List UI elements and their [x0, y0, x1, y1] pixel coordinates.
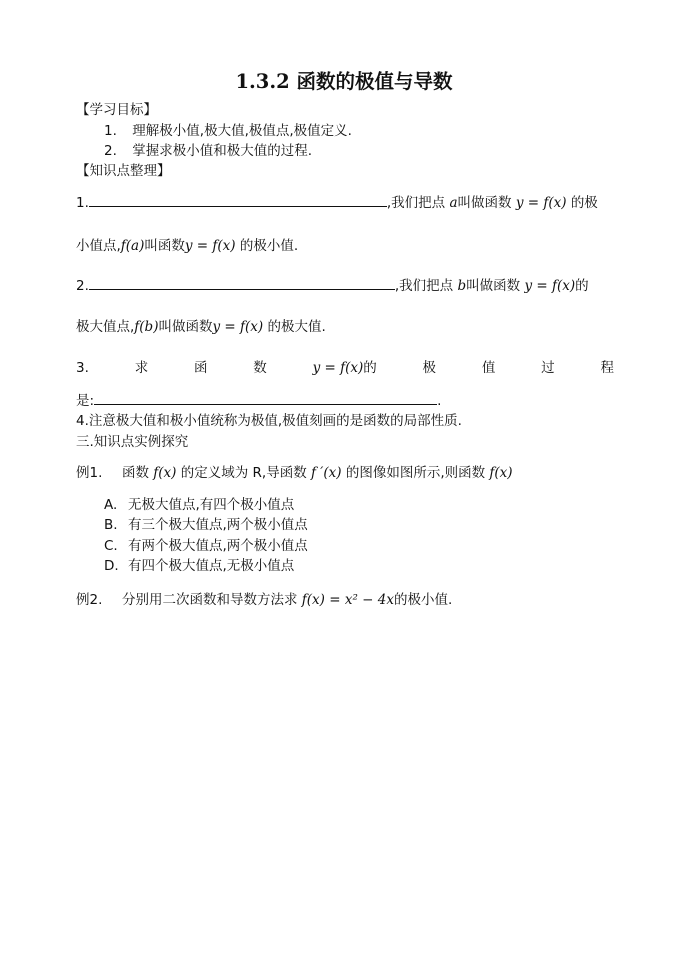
- point-text: 是:: [76, 393, 95, 409]
- goal-num: 1.: [104, 123, 117, 139]
- point-4: 4.注意极大值和极小值统称为极值,极值刻画的是函数的局部性质.: [76, 413, 462, 429]
- examples-heading: 三.知识点实例探究: [76, 434, 189, 450]
- example-1-stem: [76, 463, 614, 483]
- option-letter: C.: [104, 538, 118, 554]
- option-letter: D.: [104, 558, 119, 574]
- point-2-line-2: [76, 317, 614, 337]
- fill-blank[interactable]: [89, 275, 395, 290]
- example-text: 分别用二次函数和导数方法求: [122, 592, 298, 608]
- point-2-line-1: [76, 275, 614, 296]
- example-text: 的定义域为 R,导函数: [180, 465, 307, 481]
- math-expression: y = f(x): [184, 238, 236, 254]
- point-3-func-group: [313, 358, 377, 378]
- option-b[interactable]: [104, 515, 308, 535]
- math-expression: f(a): [120, 238, 145, 254]
- example-label: 例2.: [76, 592, 103, 608]
- math-expression: f(x): [489, 465, 513, 481]
- point-text: 函: [193, 360, 208, 376]
- example-text: 的极小值.: [393, 592, 453, 608]
- example-2-stem: [76, 590, 614, 610]
- math-expression: y = f(x): [515, 195, 567, 211]
- math-expression: y = f(x): [524, 278, 576, 294]
- example-text: 函数: [122, 465, 149, 481]
- goals-heading: 【学习目标】: [76, 102, 157, 118]
- point-text: 程: [600, 360, 614, 376]
- point-text: 值: [481, 360, 496, 376]
- fill-blank[interactable]: [94, 390, 437, 405]
- goal-item-2: [104, 141, 312, 161]
- option-d[interactable]: [104, 556, 294, 576]
- point-text: 小值点,: [76, 238, 121, 254]
- point-3-line-1: [76, 358, 614, 378]
- option-text: 有三个极大值点,两个极小值点: [128, 517, 308, 533]
- point-text: 叫函数: [144, 238, 185, 254]
- point-text: 叫做函数: [457, 195, 512, 211]
- goal-text: 掌握求极小值和极大值的过程.: [132, 143, 313, 159]
- point-text: 数: [253, 360, 267, 376]
- point-text: ,我们把点: [394, 278, 454, 294]
- option-a[interactable]: [104, 495, 294, 515]
- math-var: b: [457, 278, 467, 294]
- point-num: 2.: [76, 278, 89, 294]
- fill-blank[interactable]: [89, 192, 387, 207]
- math-expression: y = f(x): [312, 360, 364, 376]
- point-text: 过: [541, 360, 555, 376]
- math-expression: f ′(x): [311, 465, 342, 481]
- point-text: 求: [134, 360, 149, 376]
- point-text: .: [437, 393, 442, 409]
- math-expression: y = f(x): [212, 319, 264, 335]
- point-text: 的: [363, 360, 377, 376]
- point-num: 1.: [76, 195, 89, 211]
- point-text: 极大值点,: [76, 319, 135, 335]
- example-text: 的图像如图所示,则函数: [345, 465, 486, 481]
- point-1-line-1: [76, 192, 614, 213]
- example-label: 例1.: [76, 465, 103, 481]
- points-heading: 【知识点整理】: [76, 163, 171, 179]
- point-text: 极: [422, 360, 437, 376]
- point-text: 的: [575, 278, 589, 294]
- point-1-line-2: [76, 236, 614, 256]
- option-text: 无极大值点,有四个极小值点: [128, 497, 295, 513]
- point-3-line-2: [76, 390, 614, 411]
- point-text: 叫做函数: [158, 319, 213, 335]
- point-text: 叫做函数: [466, 278, 521, 294]
- math-expression: f(b): [134, 319, 159, 335]
- option-letter: A.: [104, 497, 118, 513]
- math-var: a: [449, 195, 458, 211]
- point-text: 的极大值.: [267, 319, 326, 335]
- math-expression: f(x) = x² − 4x: [301, 592, 394, 608]
- goal-num: 2.: [104, 143, 117, 159]
- math-expression: f(x): [153, 465, 177, 481]
- goal-text: 理解极小值,极大值,极值点,极值定义.: [132, 123, 352, 139]
- option-c[interactable]: [104, 536, 308, 556]
- option-text: 有四个极大值点,无极小值点: [128, 558, 295, 574]
- point-num: 3.: [76, 360, 89, 376]
- point-text: 的极: [570, 195, 598, 211]
- point-text: 的极小值.: [239, 238, 299, 254]
- point-text: ,我们把点: [386, 195, 446, 211]
- option-text: 有两个极大值点,两个极小值点: [128, 538, 308, 554]
- goal-item-1: [104, 121, 352, 141]
- page-title: 1.3.2 函数的极值与导数: [235, 70, 453, 93]
- option-letter: B.: [104, 517, 118, 533]
